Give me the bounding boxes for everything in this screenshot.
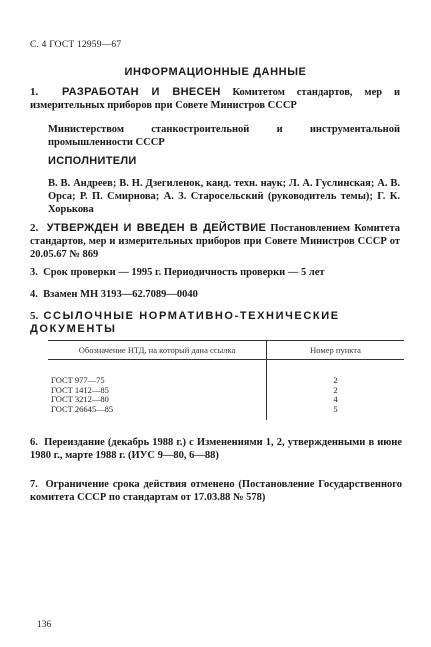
table-cell-clause: 5 (333, 403, 338, 414)
item-1-heading: РАЗРАБОТАН И ВНЕСЕН (62, 86, 221, 98)
table-row (48, 405, 404, 421)
item-6-number: 6. (30, 437, 38, 448)
item-6 (30, 436, 402, 462)
table-cell-document: ГОСТ 977—75 (48, 360, 267, 386)
item-4 (30, 289, 198, 300)
item-1 (30, 86, 400, 112)
item-7 (30, 478, 402, 504)
item-1-text: Комитетом стандартов, мер и измерительных приборов при Совете Министров СССР (30, 87, 400, 111)
item-2-text: Постановлением Комитета стандартов, мер и измерительных приборов при Совете Министров СССР от 20.05.67 № 869 (30, 223, 401, 260)
item-3-text: Срок проверки — 1995 г. Периодичность проверки — 5 лет (43, 267, 325, 278)
reference-table (48, 340, 404, 420)
table-row (48, 360, 404, 386)
item-1-number: 1. (30, 86, 39, 98)
table-cell-clause: 2 (333, 375, 338, 385)
page-number: 136 (37, 620, 52, 630)
column-header-document: Обозначение НТД, на который дана ссылка (48, 341, 267, 360)
table-cell-clause: 4 (333, 394, 338, 404)
item-2 (30, 222, 400, 261)
item-7-text: Ограничение срока действия отменено (Постановление Государственного комитета СССР по стандартам от 17.03.88 № 578) (30, 479, 402, 503)
page-title: ИНФОРМАЦИОННЫЕ ДАННЫЕ (124, 66, 307, 78)
item-3-number: 3. (30, 267, 38, 278)
item-5-number: 5. (30, 310, 39, 322)
item-3 (30, 267, 325, 278)
page-header: С. 4 ГОСТ 12959—67 (30, 40, 122, 50)
table-cell-document: ГОСТ 26645—85 (48, 405, 267, 421)
item-6-text: Переиздание (декабрь 1988 г.) с Изменениями 1, 2, утвержденными в июне 1980 г., марте 1988 г. (ИУС 9—80, 6—88) (30, 437, 402, 461)
table-cell-document: ГОСТ 3212—80 (48, 395, 267, 405)
item-7-number: 7. (30, 479, 38, 490)
item-4-text: Взамен МН 3193—62.7089—0040 (43, 289, 198, 300)
table-cell-clause: 2 (333, 384, 338, 395)
executors-text: В. В. Андреев; В. Н. Дзегиленок, канд. техн. наук; Л. А. Гуслинская; А. В. Орса; Р. П. Смирнова; А. З. Старосельский (руководитель темы); Г. К. Хорькова (48, 178, 400, 215)
table-cell-document: ГОСТ 1412—85 (48, 386, 267, 396)
item-4-number: 4. (30, 289, 38, 300)
executors-heading: ИСПОЛНИТЕЛИ (48, 155, 137, 167)
item-5 (30, 310, 402, 336)
item-5-heading: ССЫЛОЧНЫЕ НОРМАТИВНО-ТЕХНИЧЕСКИЕ ДОКУМЕНТЫ (30, 310, 340, 335)
column-header-clause: Номер пункта (267, 341, 405, 360)
item-2-number: 2. (30, 222, 39, 234)
table-header-row (48, 341, 404, 360)
item-1-paragraph-2: Министерством станкостроительной и инструментальной промышленности СССР (48, 124, 400, 148)
item-2-heading: УТВЕРЖДЕН И ВВЕДЕН В ДЕЙСТВИЕ (46, 222, 267, 234)
